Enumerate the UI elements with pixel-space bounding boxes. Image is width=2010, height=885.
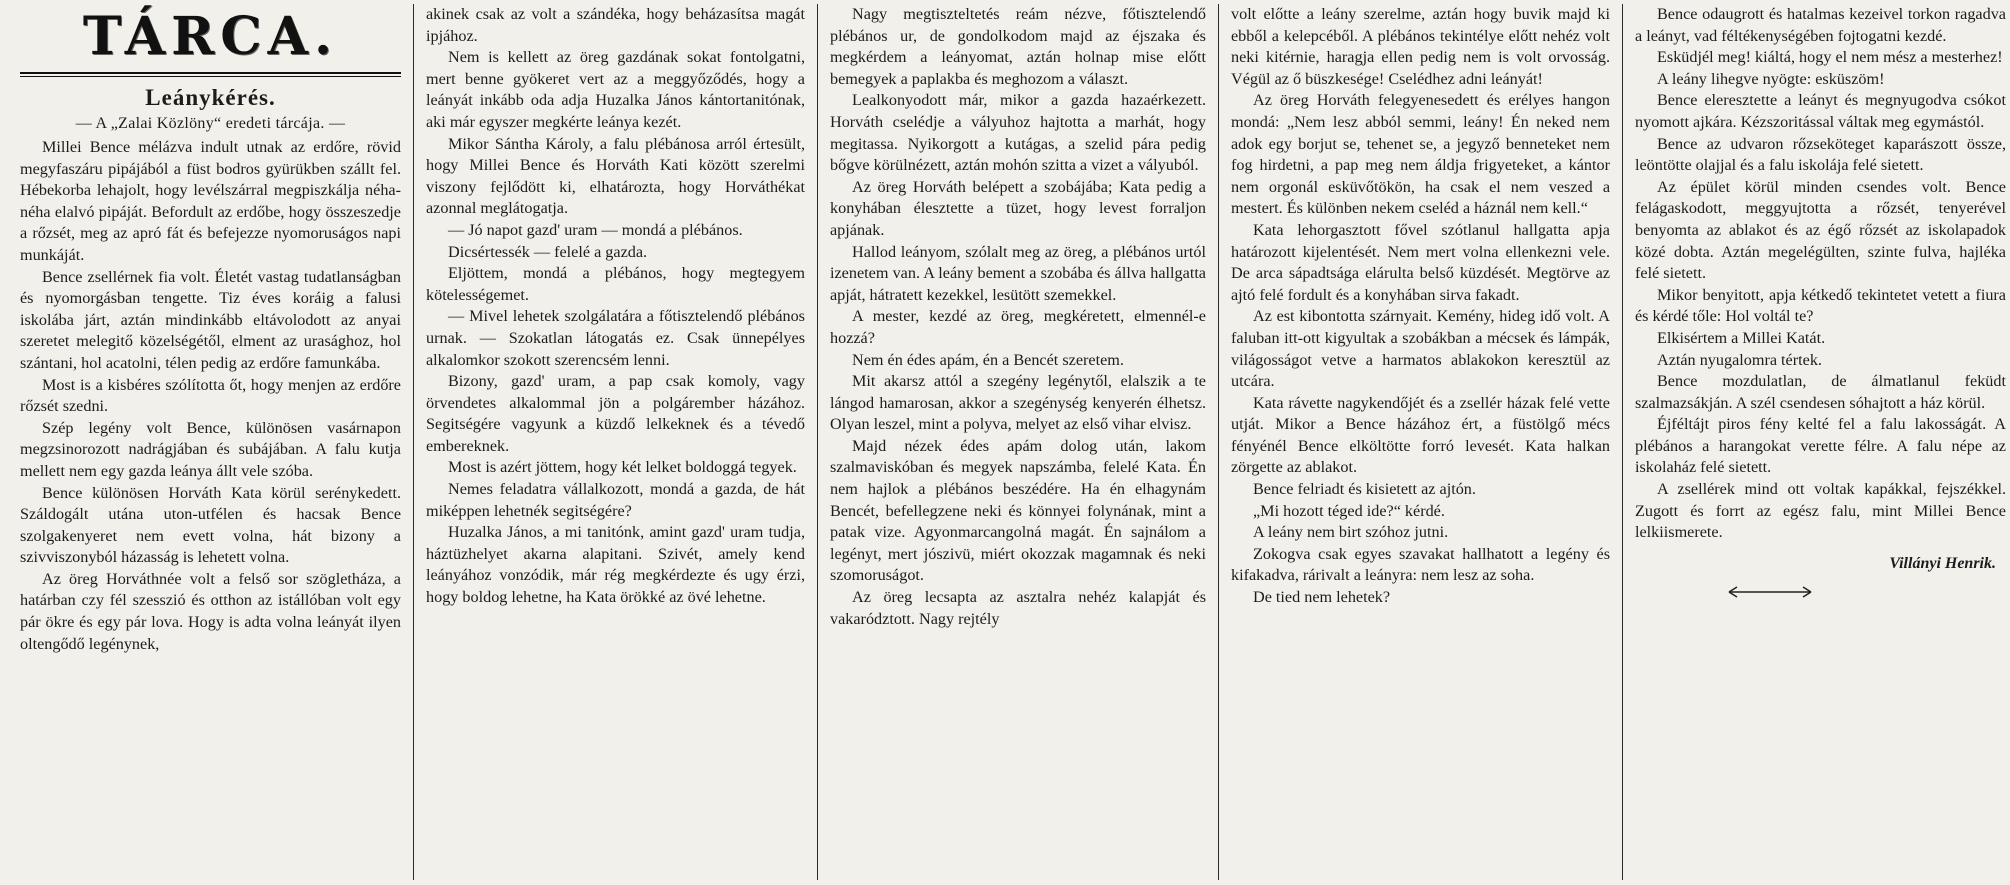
paragraph: Majd nézek édes apám dolog után, lakom szalmaviskóban és megyek napszámba, felelé Kata. Én nem hajlok a plébános beszédére. Ha én elhagynám Bencét, befellegzene neki és könnyei folynának, mint a patak vize. Agyonmarcangolná magát. Én sajnálom a legényt, mert jószivü, miért okozzak magamnak és neki szomoruságot.	[830, 436, 1206, 585]
paragraph: Nagy megtiszteltetés reám nézve, főtisztelendő plébános ur, de gondolkodom majd az éjszaka és megkérdem a leányomat, aztán holnap mise előtt bemegyek a paplakba és meghozom a választ.	[830, 5, 1206, 88]
column-1	[8, 4, 413, 880]
paragraph: Bence zsellérnek fia volt. Életét vastag tudatlanságban és nyomorgásban tengette. Tiz éves koráig a falusi iskolába járt, aztán mindinkább eltávolodott az anyai szeretet melegitő közelségétől, elment az urasághoz, hol szántani, hol acatolni, télen pedig az erdőre famunkába.	[20, 267, 401, 372]
paragraph: Mikor benyitott, apja kétkedő tekintetet vetett a fiura és kérdé tőle: Hol voltál te?	[1635, 285, 2006, 326]
masthead-rule	[20, 72, 401, 77]
paragraph: Aztán nyugalomra tértek.	[1657, 350, 1822, 369]
paragraph: Az épület körül minden csendes volt. Bence felágaskodott, meggyujtotta a rőzsét, tenyerével benyomta az ablakot és az égő rőzsét az iskolapadok közé dobta. Aztán megelégülten, szinte fulva, hajléka felé sietett.	[1635, 177, 2006, 283]
paragraph: Millei Bence mélázva indult utnak az erdőre, rövid megyfaszáru pipájából a füst bodros gyürükben szállt fel. Hébekorba lehajolt, hogy levélszárral megpiszkálja néha-néha elalvó pipáját. Befordult az erdőbe, hogy összeszedje a rőzsét, meg az apró fát és befejezze nyomoruságos napi munkáját.	[20, 138, 401, 264]
paragraph: A leány lihegve nyögte: esküszöm!	[1657, 69, 1885, 88]
paragraph: volt előtte a leány szerelme, aztán hogy buvik majd ki ebből a kelepcéből. A plébános tekintélye előtt nehéz volt neki kitérnie, haragja ellen pedig nem is volt orvosság. Végül az ő büszkesége! Cselédhez adni leányát!	[1231, 5, 1610, 88]
paragraph: A mester, kezdé az öreg, megkéretett, elmennél-e hozzá?	[830, 307, 1206, 347]
paragraph: Az öreg Horváth felegyenesedett és erélyes hangon mondá: „Nem lesz abból semmi, leány! Én neked nem adok egy borjut se, tehenet se, a jegyző benneteket nem fog hirdetni, a pap meg nem áldja frigyeteket, a kántor nem orgonál esküvőtökön, ha csak el nem veszed a mestert. És különben nekem cseléd a háznál nem kell.“	[1231, 91, 1610, 218]
paragraph: Eljöttem, mondá a plébános, hogy megtegyem kötelességemet.	[426, 264, 805, 304]
paragraph: Éjféltájt piros fény kelté fel a falu lakosságát. A plébános a harangokat verette félre. A falu népe az iskolaház felé sietett.	[1635, 415, 2006, 477]
paragraph: Most is azért jöttem, hogy két lelket boldoggá tegyek.	[448, 458, 797, 477]
paragraph: — Jó napot gazd' uram — mondá a plébános.	[448, 220, 743, 239]
paragraph: Dicsértessék — felelé a gazda.	[448, 242, 648, 261]
paragraph: Lealkonyodott már, mikor a gazda hazaérkezett. Horváth cselédje a vályuhoz hajtotta a marhát, hogy megitassa. Nyikorgott a kutágas, a szelid pára pedig bőgve körülnézett, aztán mohón szitta a vizet a vályuból.	[830, 91, 1206, 175]
paragraph: akinek csak az volt a szándéka, hogy beházasítsa magát ipjához.	[426, 5, 805, 45]
paragraph: Az öreg Horváthnée volt a felső sor szögletháza, a határban czy fél szesszió és otthon az istállóban volt egy pár ökre és egy pár lova. Hogy is adta volna leányát ilyen oltengődő legénynek,	[20, 569, 401, 653]
paragraph: Elkisértem a Millei Katát.	[1657, 328, 1826, 347]
paragraph: De tied nem lehetek?	[1253, 588, 1391, 607]
paragraph: Hallod leányom, szólalt meg az öreg, a plébános urtól izenetem van. A leány bement a szobába és állva hallgatta apját, hátratett kezekkel, lesütött szemekkel.	[830, 242, 1206, 304]
column-4	[1218, 4, 1622, 880]
paragraph: Az öreg Horváth belépett a szobájába; Kata pedig a konyhában élesztette a tüzet, hogy levest forraljon apjának.	[830, 177, 1206, 239]
paragraph: Bence felriadt és kisietett az ajtón.	[1253, 480, 1476, 499]
paragraph: Most is a kisbéres szólította őt, hogy menjen az erdőre rőzsét szedni.	[20, 375, 401, 416]
paragraph: Zokogva csak egyes szavakat hallhatott a legény és kifakadva, rárivalt a leányra: nem lesz az soha.	[1231, 544, 1610, 585]
paragraph: Az est kibontotta szárnyait. Kemény, hideg idő volt. A faluban itt-ott kigyultak a szobákban a mécsek és lámpák, világosságot vetve a harmatos ablakokon keresztül az utcára.	[1231, 307, 1610, 391]
paragraph: Kata lehorgasztott fővel szótlanul hallgatta apja határozott kijelentését. Nem mert volna ellenkezni vele. De arca sápadtsága elárulta belső küzdését. Megtörve az ajtó felé fordult és a konyhában sirva fakadt.	[1231, 220, 1610, 304]
column-3	[817, 4, 1218, 880]
paragraph: Esküdjél meg! kiáltá, hogy el nem mész a mesterhez!	[1657, 48, 2003, 67]
paragraph: Bence mozdulatlan, de álmatlanul feküdt szalmazsákján. A szél csendesen sóhajtott a ház körül.	[1635, 372, 2006, 412]
article-subtitle: — A „Zalai Közlöny“ eredeti tárcája. —	[75, 115, 346, 132]
paragraph: Mit akarsz attól a szegény legénytől, elalszik a te lángod hamarosan, akkor a szegénység kenyerén élhetsz. Olyan leszel, mint a polyva, melyet az első vihar elvisz.	[830, 372, 1206, 434]
end-ornament-icon	[1725, 584, 1815, 600]
paragraph: Bence odaugrott és hatalmas kezeivel torkon ragadva a leányt, vad féltékenységében fojtogatni kezdé.	[1635, 5, 2006, 45]
column-2	[413, 4, 817, 880]
paragraph: Bizony, gazd' uram, a pap csak komoly, vagy örvendetes alkalommal jön a polgárember házához. Segitségére vagyunk a küzdő lelkeknek és a tévedő embereknek.	[426, 372, 805, 455]
paragraph: A leány nem birt szóhoz jutni.	[1253, 523, 1449, 542]
author-signature: Villányi Henrik.	[1889, 554, 1996, 572]
paragraph: Huzalka János, a mi tanitónk, amint gazd' uram tudja, háztüzhelyet akarna alapitani. Szivét, amely kend leányához vonzódik, már rég megkérdezte és ugy érzi, hogy boldog lehetne, ha Kata örökké az övé lehetne.	[426, 523, 805, 607]
paragraph: Bence eleresztette a leányt és megnyugodva csókot nyomott ajkára. Kézszoritással váltak meg egymástól.	[1635, 91, 2006, 131]
paragraph: A zsellérek mind ott voltak kapákkal, fejszékkel. Zugott és forrt az egész falu, mint Millei Bence lelkiismerete.	[1635, 480, 2006, 542]
paragraph: Nem is kellett az öreg gazdának sokat fontolgatni, mert benne gyökeret vert az a meggyőződés, hogy a leányát inkább oda adja Huzalka János kántortanitónak, aki már egyszer megkérte leánya kezét.	[426, 48, 805, 131]
paragraph: Nem én édes apám, én a Bencét szeretem.	[852, 350, 1124, 369]
article-title: Leánykérés.	[145, 85, 276, 110]
paragraph: Szép legény volt Bence, különösen vasárnapon megzsinorozott nadrágjában és subájában. A falu kutja mellett nem egy gazda leánya állt vele szóba.	[20, 418, 401, 480]
masthead: TÁRCA.	[82, 6, 339, 67]
paragraph: — Mivel lehetek szolgálatára a főtisztelendő plébános urnak. — Szokatlan látogatás ez. Csak ünnepélyes alkalomkor szokott szerencsém lenni.	[426, 307, 805, 369]
column-5	[1622, 4, 2010, 880]
paragraph: Nemes feladatra vállalkozott, mondá a gazda, de hát miképpen lehetnék segitségére?	[426, 480, 805, 520]
paragraph: Bence különösen Horváth Kata körül serénykedett. Száldogált utána uton-utfélen és hacsak Bence szolgakenyeret nem evett volna, hát bizony a szivviszonyból házasság is lehetett volna.	[20, 483, 401, 567]
paragraph: Mikor Sántha Károly, a falu plébánosa arról értesült, hogy Millei Bence és Horváth Kati között szerelmi viszony fejlődött ki, elhatározta, hogy Horváthékat azonnal meglátogatja.	[426, 134, 805, 218]
paragraph: „Mi hozott téged ide?“ kérdé.	[1253, 501, 1445, 520]
paragraph: Az öreg lecsapta az asztalra nehéz kalapját és vakarództott. Nagy rejtély	[830, 588, 1206, 628]
paragraph: Bence az udvaron rőzseköteget kaparászott össze, leöntötte olajjal és a falu iskolája felé sietett.	[1635, 134, 2006, 175]
paragraph: Kata rávette nagykendőjét és a zsellér házak felé vette utját. Mikor a Bence házához ért, a füstölgő mécs fényénél Bence elköltötte forró levesét. Kata halkan zörgette az ablakot.	[1231, 393, 1610, 477]
